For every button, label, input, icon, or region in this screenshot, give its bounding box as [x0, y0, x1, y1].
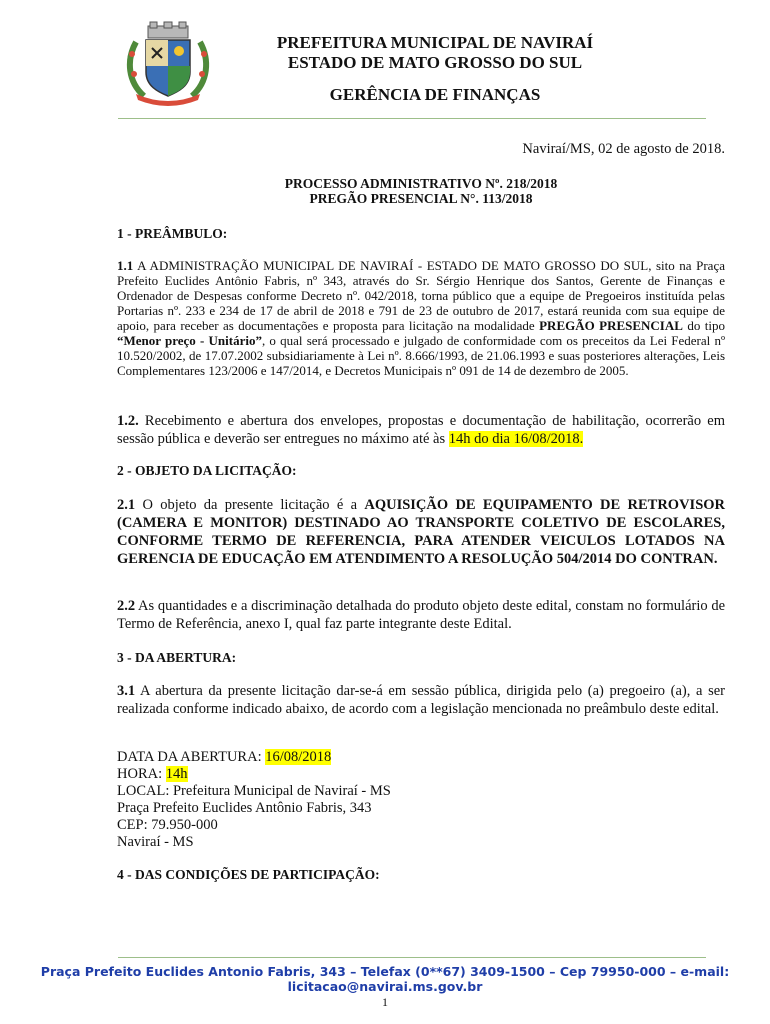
- process-number: PROCESSO ADMINISTRATIVO Nº. 218/2018: [284, 176, 558, 191]
- footer-email: licitacao@navirai.ms.gov.br: [287, 979, 483, 994]
- opening-city: Naviraí - MS: [117, 834, 194, 850]
- section-2-title: 2 - OBJETO DA LICITAÇÃO:: [117, 463, 297, 478]
- object-description: AQUISIÇÃO DE EQUIPAMENTO DE RETROVISOR (CAMERA E MONITOR) DESTINADO AO TRANSPORTE COLETIVO DE ESCOLARES, CONFORME TERMO DE REFERENCIA, PARA ATENDER VEICULOS LOTADOS NA GERENCIA DE EDUCAÇÃO EM ATENDIMENTO A RESOLUÇÃO 504/2014 DO CONTRAN.: [117, 497, 726, 567]
- paragraph-number: 3.1: [117, 683, 136, 699]
- opening-cep: CEP: 79.950-000: [117, 817, 218, 833]
- paragraph-number: 1.1: [117, 258, 134, 273]
- paragraph-3-1: 3.1 A abertura da presente licitação dar-se-á em sessão pública, dirigida pelo (a) pregoeiro (a), a ser realizada conforme indicado abaixo, de acordo com a legislação mencionada no preâmbulo deste edital.: [117, 683, 725, 717]
- section-1-title: 1 - PREÂMBULO:: [117, 226, 228, 241]
- date-line: Naviraí/MS, 02 de agosto de 2018.: [522, 141, 725, 157]
- paragraph-number: 2.2: [117, 598, 136, 614]
- header-divider: [118, 118, 706, 119]
- auction-number: PREGÃO PRESENCIAL N°. 113/2018: [309, 191, 533, 206]
- header-city: PREFEITURA MUNICIPAL DE NAVIRAÍ: [276, 33, 594, 52]
- section-4-title: 4 - DAS CONDIÇÕES DE PARTICIPAÇÃO:: [117, 867, 380, 882]
- section-3-title: 3 - DA ABERTURA:: [117, 650, 237, 665]
- paragraph-2-1: 2.1 O objeto da presente licitação é a AQUISIÇÃO DE EQUIPAMENTO DE RETROVISOR (CAMERA E MONITOR) DESTINADO AO TRANSPORTE COLETIVO DE ESCOLARES, CONFORME TERMO DE REFERENCIA, PARA ATENDER VEICULOS LOTADOS NA GERENCIA DE EDUCAÇÃO EM ATENDIMENTO A RESOLUÇÃO 504/2014 DO CONTRAN.: [117, 497, 726, 567]
- municipal-crest-icon: [122, 20, 214, 106]
- opening-location: LOCAL: Prefeitura Municipal de Naviraí - MS: [117, 783, 391, 799]
- opening-time-line: HORA: 14h: [117, 766, 188, 782]
- page-number: 1: [382, 995, 388, 1009]
- opening-address: Praça Prefeito Euclides Antônio Fabris, 343: [117, 800, 372, 816]
- opening-date-line: DATA DA ABERTURA: 16/08/2018: [117, 749, 332, 765]
- paragraph-1-2: 1.2. Recebimento e abertura dos envelopes, propostas e documentação de habilitação, ocorrerão em sessão pública e deverão ser entregues no máximo até às 14h do dia 16/08/2018.: [117, 413, 725, 447]
- footer-address: Praça Prefeito Euclides Antonio Fabris, 343 – Telefax (0**67) 3409-1500 – Cep 79950-000 – e-mail:: [40, 964, 730, 979]
- opening-details: [117, 748, 725, 850]
- footer-divider: [118, 957, 706, 958]
- deadline-highlight: 14h do dia 16/08/2018.: [448, 431, 584, 447]
- paragraph-number: 2.1: [117, 497, 136, 513]
- paragraph-2-2: 2.2 As quantidades e a discriminação detalhada do produto objeto deste edital, constam no formulário de Termo de Referência, anexo I, qual faz parte integrante deste Edital.: [117, 598, 725, 632]
- paragraph-number: 1.2.: [117, 413, 139, 429]
- paragraph-1-1: 1.1 A ADMINISTRAÇÃO MUNICIPAL DE NAVIRAÍ - ESTADO DE MATO GROSSO DO SUL, sito na Praça Prefeito Euclides Antônio Fabris, nº 343, através do Sr. Sérgio Henrique dos Santos, Gerente de Finanças e Ordenador de Despesas conforme Decreto nº. 042/2018, torna público que a equipe de Pregoeiros instituída pelas Portarias nº. 233 e 234 de 17 de abril de 2018 e 791 de 23 de outubro de 2017, estará reunida com sua equipe de apoio, para receber as documentações e proposta para licitação na modalidade PREGÃO PRESENCIAL do tipo “Menor preço - Unitário”, o qual será processado e julgado de conformidade com os preceitos da Lei Federal nº 10.520/2002, de 17.07.2002 subsidiariamente à Lei nº. 8.666/1993, de 21.06.1993 e suas posteriores alterações, Leis Complementares 123/2006 e 147/2014, e Decretos Municipais nº 091 de 14 de dezembro de 2005.: [117, 258, 725, 378]
- opening-time-value: 14h: [165, 766, 188, 782]
- header-state: ESTADO DE MATO GROSSO DO SUL: [287, 53, 583, 72]
- opening-date-value: 16/08/2018: [265, 749, 332, 765]
- header-department: GERÊNCIA DE FINANÇAS: [329, 85, 541, 104]
